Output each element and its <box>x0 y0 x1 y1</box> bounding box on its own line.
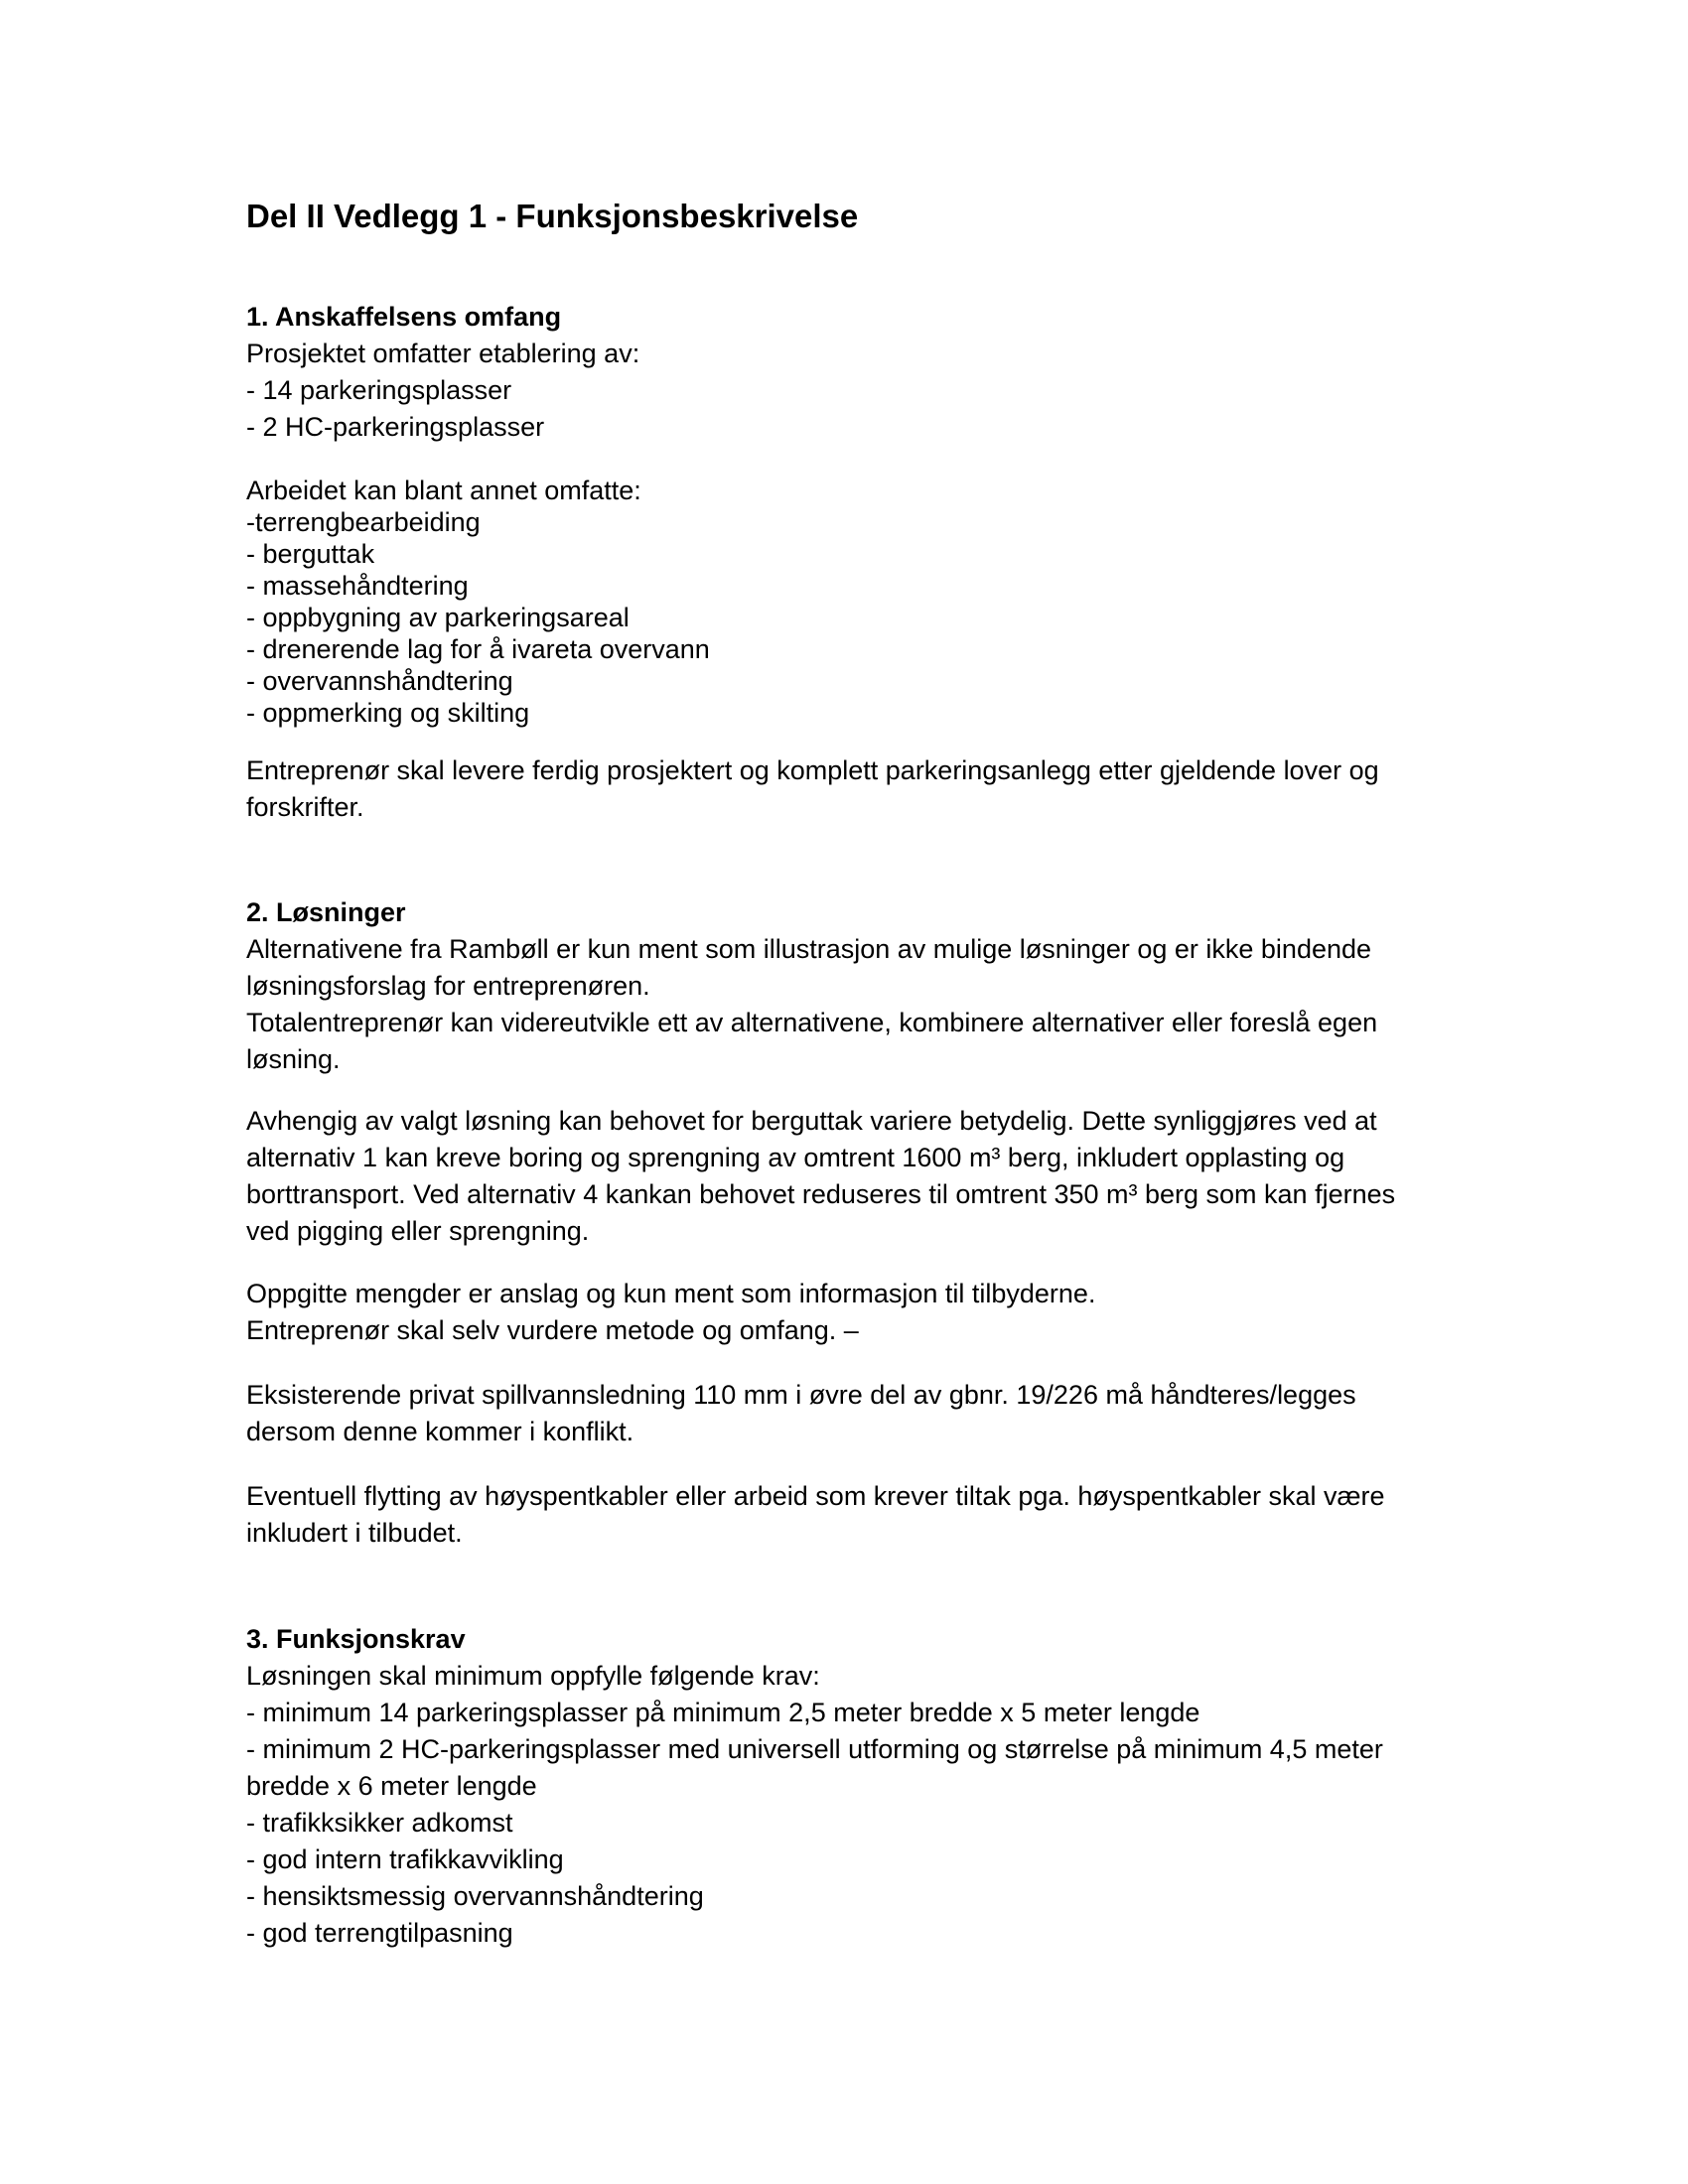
text-line: Entreprenør skal selv vurdere metode og omfang. – <box>246 1315 859 1345</box>
list-item: - hensiktsmessig overvannshåndtering <box>246 1881 704 1911</box>
list-item: - minimum 14 parkeringsplasser på minimum 2,5 meter bredde x 5 meter lengde <box>246 1698 1200 1727</box>
requirements-list <box>246 1658 1458 1952</box>
text-line: Eksisterende privat spillvannsledning 110 mm i øvre del av gbnr. 19/226 må håndteres/legges <box>246 1380 1356 1410</box>
solutions-paragraph-2 <box>246 1103 1458 1250</box>
text-line: Eventuell flytting av høyspentkabler eller arbeid som krever tiltak pga. høyspentkabler skal være <box>246 1481 1385 1511</box>
list-item: - berguttak <box>246 539 375 569</box>
work-scope-block <box>246 475 1458 729</box>
scope-closing-paragraph <box>246 752 1458 826</box>
text-line: dersom denne kommer i konflikt. <box>246 1417 634 1446</box>
list-item: - god terrengtilpasning <box>246 1918 513 1948</box>
solutions-paragraph-1 <box>246 931 1458 1078</box>
text-line: bredde x 6 meter lengde <box>246 1771 537 1801</box>
text-line: ved pigging eller sprengning. <box>246 1216 590 1246</box>
solutions-paragraph-3 <box>246 1276 1458 1349</box>
text-line: Alternativene fra Rambøll er kun ment som illustrasjon av mulige løsninger og er ikke bindende <box>246 934 1372 964</box>
text-line: løsning. <box>246 1044 341 1074</box>
section-heading: 3. Funksjonskrav <box>246 1624 466 1654</box>
section-solutions <box>246 893 1458 1078</box>
list-item: - trafikksikker adkomst <box>246 1808 513 1838</box>
text-line: Entreprenør skal levere ferdig prosjektert og komplett parkeringsanlegg etter gjeldende lover og <box>246 755 1379 785</box>
list-item: - massehåndtering <box>246 571 469 601</box>
list-item: - oppbygning av parkeringsareal <box>246 603 630 632</box>
text-line: alternativ 1 kan kreve boring og sprengning av omtrent 1600 m³ berg, inkludert opplasting og <box>246 1143 1345 1172</box>
text-line: inkludert i tilbudet. <box>246 1518 463 1548</box>
scope-intro-block <box>246 336 1458 446</box>
text-line: forskrifter. <box>246 792 364 822</box>
text-line: Arbeidet kan blant annet omfatte: <box>246 476 641 505</box>
text-line: borttransport. Ved alternativ 4 kankan behovet reduseres til omtrent 350 m³ berg som kan fjernes <box>246 1179 1396 1209</box>
list-item: - 2 HC-parkeringsplasser <box>246 412 545 442</box>
solutions-paragraph-4 <box>246 1377 1458 1450</box>
list-item: - minimum 2 HC-parkeringsplasser med universell utforming og størrelse på minimum 4,5 meter <box>246 1734 1383 1764</box>
list-item: - drenerende lag for å ivareta overvann <box>246 634 710 664</box>
section-heading: 1. Anskaffelsens omfang <box>246 302 562 332</box>
text-line: Løsningen skal minimum oppfylle følgende krav: <box>246 1661 820 1691</box>
list-item: - god intern trafikkavvikling <box>246 1844 564 1874</box>
text-line: Oppgitte mengder er anslag og kun ment som informasjon til tilbyderne. <box>246 1279 1096 1308</box>
list-item: -terrengbearbeiding <box>246 507 481 537</box>
text-line: løsningsforslag for entreprenøren. <box>246 971 650 1001</box>
text-line: Avhengig av valgt løsning kan behovet for berguttak variere betydelig. Dette synliggjøres ved at <box>246 1106 1377 1136</box>
list-item: - 14 parkeringsplasser <box>246 375 512 405</box>
solutions-paragraph-5 <box>246 1478 1458 1552</box>
list-item: - overvannshåndtering <box>246 666 513 696</box>
document-title: Del II Vedlegg 1 - Funksjonsbeskrivelse <box>246 198 859 234</box>
section-heading: 2. Løsninger <box>246 897 406 927</box>
section-scope <box>246 298 1458 446</box>
list-item: - oppmerking og skilting <box>246 698 530 728</box>
section-requirements <box>246 1620 1458 1952</box>
text-line: Totalentreprenør kan videreutvikle ett av alternativene, kombinere alternativer eller foreslå egen <box>246 1008 1378 1037</box>
text-line: Prosjektet omfatter etablering av: <box>246 339 640 368</box>
